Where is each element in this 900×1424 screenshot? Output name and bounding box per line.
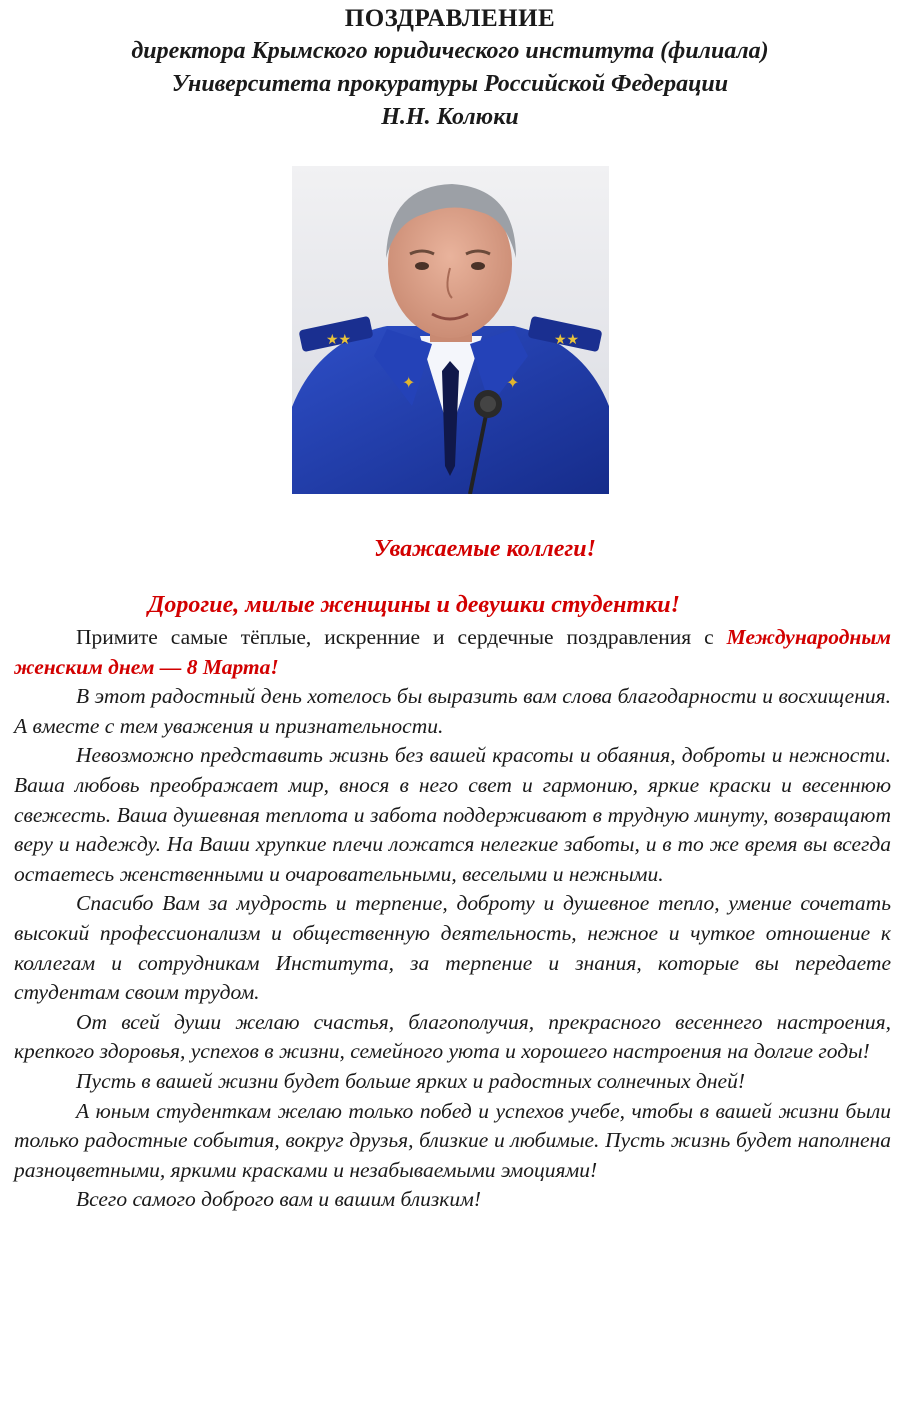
- paragraph-wishes: От всей души желаю счастья, благополучия, прекрасного весеннего настроения, крепкого здоровья, успехов в жизни, семейного уюта и хорошего настроения на долгие годы!: [14, 1009, 891, 1064]
- paragraph-closing: Всего самого доброго вам и вашим близким!: [76, 1187, 481, 1212]
- svg-text:✦: ✦: [506, 375, 520, 392]
- paragraph-beauty: Невозможно представить жизнь без вашей красоты и обаяния, доброты и нежности. Ваша любовь преображает мир, внося в него свет и гармонию, яркие краски и весеннюю свежесть. Ваша душевная теплота и забота поддерживают в трудную минуту, возвращают веру и надежду. На Ваши хрупкие плечи ложатся нелегкие заботы, и в то же время вы всегда остаетесь женственными и очаровательными, веселыми и нежными.: [14, 743, 891, 886]
- letter-body: [14, 623, 891, 1215]
- paragraph-congratulation: [14, 623, 891, 682]
- svg-text:★★: ★★: [326, 333, 352, 348]
- holiday-name: Международным женским днем — 8 Марта!: [14, 625, 891, 679]
- page-title: ПОЗДРАВЛЕНИЕ: [344, 5, 556, 32]
- svg-text:★★: ★★: [554, 333, 580, 348]
- paragraph-students: А юным студенткам желаю только побед и успехов учебе, чтобы в вашей жизни были только радостные события, вокруг друзья, близкие и любимые. Пусть жизнь будет наполнена разноцветными, яркими красками и незабываемыми эмоциями!: [14, 1098, 891, 1182]
- paragraph-thanks: Спасибо Вам за мудрость и терпение, доброту и душевное тепло, умение сочетать высокий профессионализм и общественную деятельность, нежное и чуткое отношение к коллегам и сотрудникам Института, за терпение и знания, которые вы передаете студентам своим трудом.: [14, 891, 891, 1005]
- header-line-organization: Университета прокуратуры Российской Федерации: [171, 71, 729, 97]
- paragraph-sunny-days: Пусть в вашей жизни будет больше ярких и радостных солнечных дней!: [76, 1068, 745, 1093]
- paragraph-congratulation-prefix: Примите самые тёплые, искренние и сердечные поздравления с: [76, 625, 727, 649]
- greeting-women: Дорогие, милые женщины и девушки студентки!: [148, 592, 680, 618]
- document-header: [0, 0, 900, 134]
- header-line-position: директора Крымского юридического института (филиала): [131, 38, 769, 64]
- header-line-name: Н.Н. Колюки: [381, 104, 519, 130]
- portrait-photo: [292, 166, 609, 494]
- paragraph-gratitude: В этот радостный день хотелось бы выразить вам слова благодарности и восхищения. А вместе с тем уважения и признательности.: [14, 684, 891, 738]
- svg-text:✦: ✦: [402, 375, 416, 392]
- greeting-colleagues: Уважаемые коллеги!: [374, 536, 596, 562]
